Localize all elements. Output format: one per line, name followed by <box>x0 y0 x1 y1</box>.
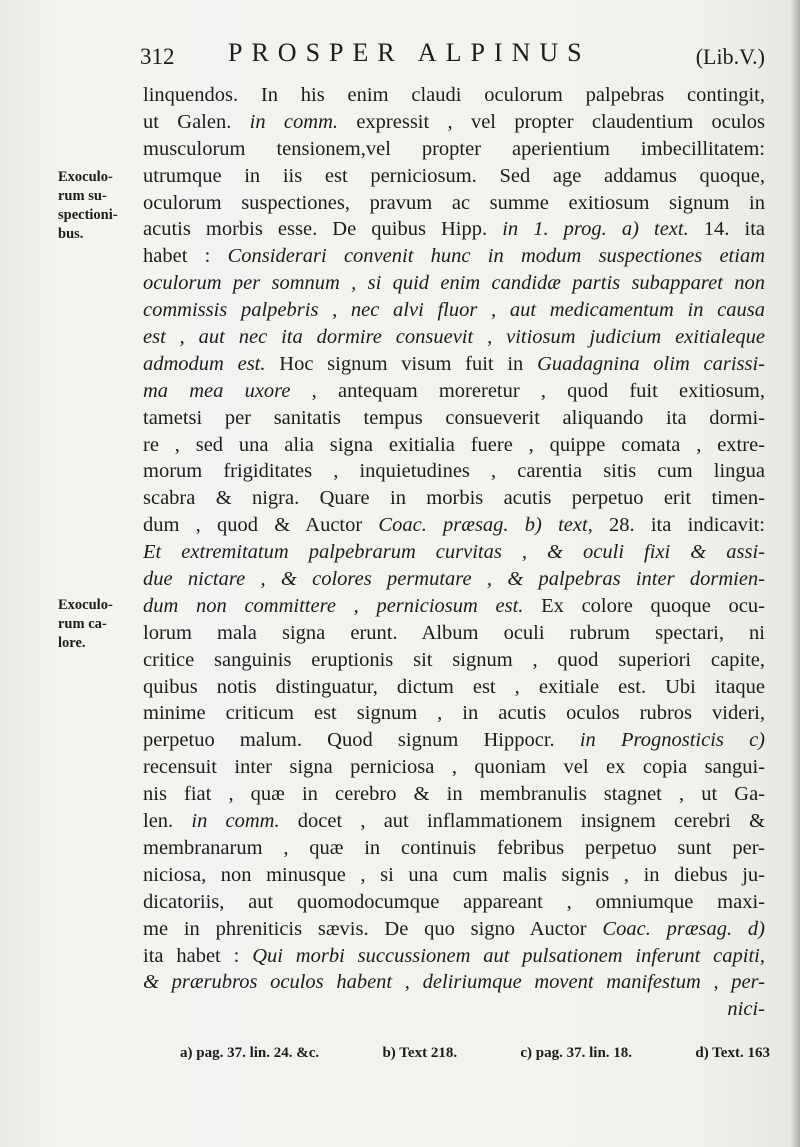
footnote-b: b) Text 218. <box>382 1045 458 1061</box>
text-line <box>143 216 765 243</box>
text-line <box>143 862 765 889</box>
page-header <box>140 38 765 78</box>
margin-note-line: Exoculo- <box>58 169 113 185</box>
running-head: PROSPER ALPINUS <box>228 38 591 67</box>
text-line <box>143 378 765 405</box>
italic-segment: dum non committere , perniciosum est. <box>143 594 524 617</box>
text-line <box>143 190 765 217</box>
italic-segment: est , aut nec ita dormire consuevit , vitiosum judicium exitialeque <box>143 326 765 349</box>
text-segment: 14. ita <box>688 218 765 241</box>
italic-segment: text, <box>558 514 593 537</box>
italic-segment: due nictare , & colores permutare , & palpebras inter dormien- <box>143 568 765 591</box>
text-segment: , antequam moreretur , quod fuit exitiosum, <box>290 379 765 402</box>
text-segment: Hoc signum visum fuit in <box>265 352 538 375</box>
text-segment <box>542 514 558 536</box>
text-line <box>143 566 765 593</box>
italic-segment: Considerari convenit hunc in modum suspectiones etiam <box>227 245 765 268</box>
text-line <box>143 297 765 324</box>
text-line <box>143 727 765 754</box>
text-segment: membranarum , quæ in continuis febribus perpetuo sunt per- <box>143 836 765 859</box>
margin-note-line: spectioni- <box>58 207 118 223</box>
text-line <box>143 808 765 835</box>
text-segment: re , sed una alia signa exitialia fuere , quippe comata , extre- <box>143 433 765 456</box>
text-line <box>143 889 765 916</box>
text-segment: musculorum tensionem,vel propter aperientium imbecillitatem: <box>143 137 765 160</box>
text-line <box>143 485 765 512</box>
text-line <box>143 163 765 190</box>
text-line <box>143 593 765 620</box>
text-segment: perpetuo malum. Quod signum Hippocr. <box>143 729 580 752</box>
text-segment: niciosa, non minusque , si una cum malis signis , in diebus ju- <box>143 863 765 886</box>
text-segment: morum frigiditates , inquietudines , carentia sitis cum lingua <box>143 460 765 483</box>
italic-segment: Qui morbi succussionem aut pulsationem inferunt capiti, <box>252 944 765 967</box>
text-segment: dum , quod & Auctor <box>143 514 379 537</box>
text-line <box>143 82 765 109</box>
text-segment: linquendos. In his enim claudi oculorum palpebras contingit, <box>143 84 765 106</box>
text-line <box>143 351 765 378</box>
text-line <box>143 324 765 351</box>
text-segment: tametsi per sanitatis tempus consueverit aliquando ita dormi- <box>143 406 765 429</box>
text-line <box>143 243 765 270</box>
main-text-block <box>143 82 765 996</box>
text-line <box>143 109 765 136</box>
text-line <box>143 781 765 808</box>
text-line <box>143 512 765 539</box>
text-segment: scabra & nigra. Quare in morbis acutis perpetuo erit timen- <box>143 487 765 510</box>
text-segment: quibus notis distinguatur, dictum est , exitiale est. Ubi itaque <box>143 675 765 698</box>
italic-segment: Coac. præsag. d) <box>602 917 765 940</box>
italic-segment: & prærubros oculos habent , deliriumque movent manifestum , per- <box>143 971 765 994</box>
italic-segment: admodum est. <box>143 352 266 375</box>
text-segment: 28. ita indicavit: <box>592 514 765 537</box>
page-spine-shadow <box>790 0 800 1147</box>
margin-note-suspectionibus <box>58 168 142 244</box>
text-line <box>143 916 765 943</box>
text-line <box>143 405 765 432</box>
catchword-block <box>143 996 765 1023</box>
text-segment: me in phreniticis sævis. De quo signo Auctor <box>143 917 603 940</box>
italic-segment: ma mea uxore <box>143 379 291 402</box>
text-line <box>143 270 765 297</box>
text-line <box>143 539 765 566</box>
text-segment: utrumque in iis est perniciosum. Sed age addamus quoque, <box>143 164 765 187</box>
text-segment: ut Galen. <box>143 110 250 133</box>
italic-segment: commissis palpebris , nec alvi fluor , aut medicamentum in causa <box>143 299 765 322</box>
text-segment: expressit , vel propter claudentium oculos <box>338 110 765 133</box>
margin-note-line: Exoculo- <box>58 597 113 613</box>
text-segment: recensuit inter signa perniciosa , quoniam vel ex copia sangui- <box>143 756 765 779</box>
footnote-c: c) pag. 37. lin. 18. <box>520 1045 633 1061</box>
catchword: nici- <box>727 998 765 1020</box>
text-segment: docet , aut inflammationem insignem cerebri & <box>279 810 765 833</box>
text-segment: oculorum suspectiones, pravum ac summe exitiosum signum in <box>143 191 765 214</box>
text-segment: dicatoriis, aut quomodocumque appareant , omniumque maxi- <box>143 890 765 913</box>
text-line <box>143 432 765 459</box>
margin-note-calore <box>58 596 142 653</box>
book-reference: (Lib.V.) <box>695 44 765 69</box>
text-segment: nis fiat , quæ in cerebro & in membranulis stagnet , ut Ga- <box>143 783 765 806</box>
text-segment: critice sanguinis eruptionis sit signum , quod superiori capite, <box>143 648 765 671</box>
margin-note-line: lore. <box>58 635 86 651</box>
text-line <box>143 754 765 781</box>
margin-note-line: rum ca- <box>58 616 107 632</box>
page-number: 312 <box>140 44 175 69</box>
footnotes <box>180 1045 770 1062</box>
text-line <box>143 674 765 701</box>
italic-segment: in Prognosticis c) <box>579 729 765 752</box>
italic-segment: Guadagnina olim carissi- <box>537 352 765 375</box>
text-line <box>143 943 765 970</box>
text-line <box>143 835 765 862</box>
footnote-d: d) Text. 163 <box>695 1045 770 1061</box>
italic-segment: oculorum per somnum , si quid enim candidæ partis subapparet non <box>143 272 765 295</box>
italic-segment: in 1. prog. a) text. <box>502 218 689 241</box>
italic-segment: in comm. <box>249 110 339 133</box>
text-line <box>143 458 765 485</box>
margin-note-line: rum su- <box>58 188 107 204</box>
text-segment: len. <box>143 810 192 833</box>
text-segment: acutis morbis esse. De quibus Hipp. <box>143 218 503 241</box>
footnote-a: a) pag. 37. lin. 24. &c. <box>180 1045 320 1061</box>
text-segment: minime criticum est signum , in acutis oculos rubros videri, <box>143 702 765 725</box>
text-line <box>143 700 765 727</box>
text-line <box>143 620 765 647</box>
text-segment: Ex colore quoque ocu- <box>523 594 765 617</box>
italic-segment: in comm. <box>191 810 280 833</box>
text-line <box>143 969 765 996</box>
text-segment: lorum mala signa erunt. Album oculi rubrum spectari, ni <box>143 621 765 644</box>
text-line <box>143 647 765 674</box>
margin-note-line: bus. <box>58 226 84 242</box>
text-line <box>143 136 765 163</box>
italic-segment: Et extremitatum palpebrarum curvitas , & oculi fixi & assi- <box>143 541 765 564</box>
text-segment: habet : <box>143 245 228 268</box>
text-segment: ita habet : <box>143 944 253 967</box>
italic-segment: Coac. præsag. b) <box>378 514 542 537</box>
